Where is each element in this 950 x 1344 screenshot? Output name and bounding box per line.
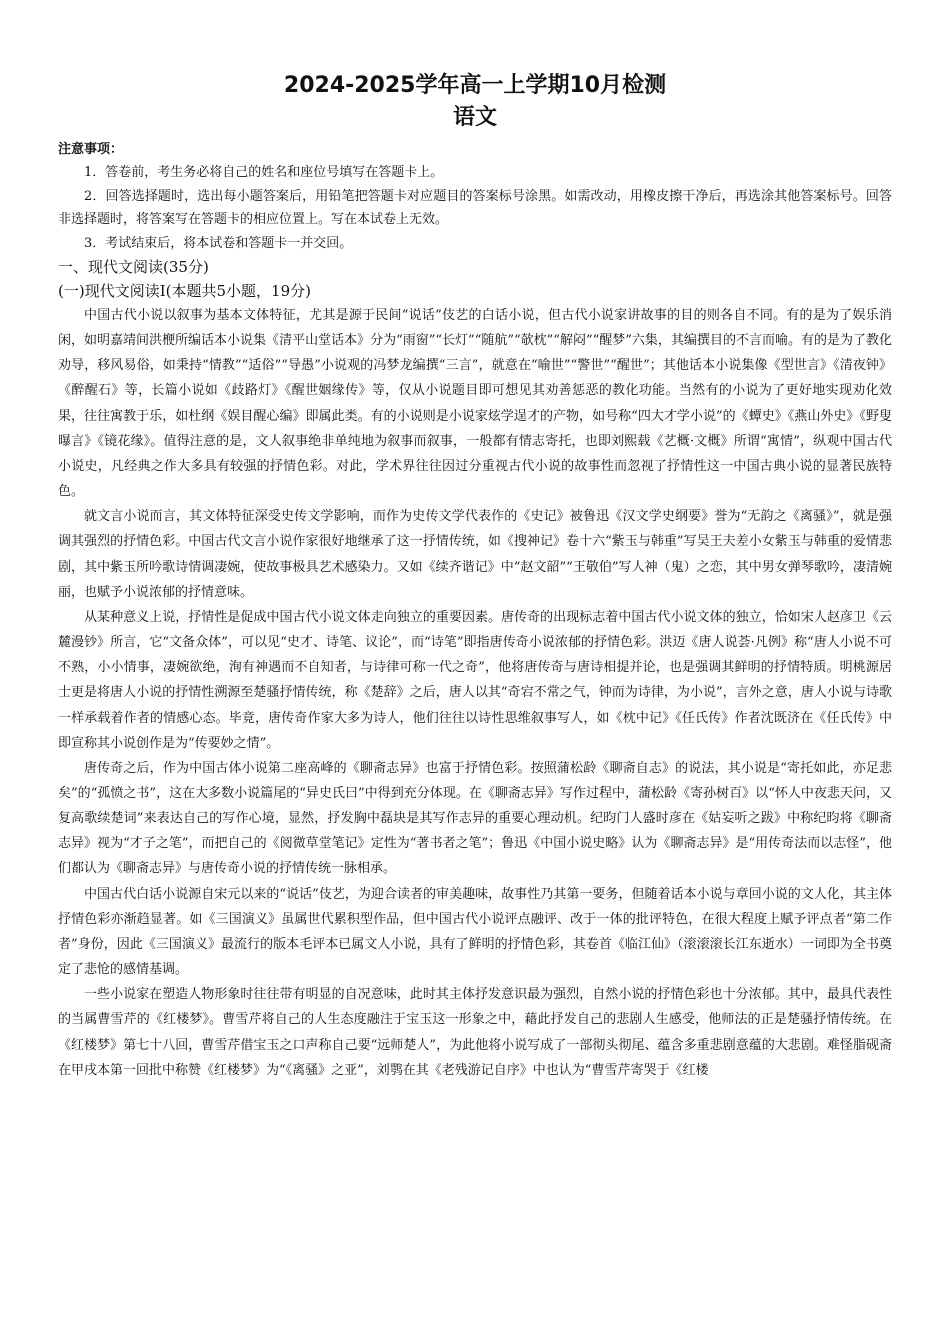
passage-paragraph: 唐传奇之后，作为中国古体小说第二座高峰的《聊斋志异》也富于抒情色彩。按照蒲松龄《聊斋自志》的说法，其小说是“寄托如此，亦足悲矣”的“孤愤之书”，这在大多数小说篇尾的“异史氏曰”中得到充分体现。在《聊斋志异》写作过程中，蒲松龄《寄孙树百》以“怀人中夜悲天问，又复高歌续楚词”来表达自己的写作心境，显然，抒发胸中磊块是其写作志异的重要心理动机。纪昀门人盛时彦在《姑妄听之跋》中称纪昀将《聊斋志异》视为“才子之笔”，而把自己的《阅微草堂笔记》定性为“著书者之笔”；鲁迅《中国小说史略》认为《聊斋志异》是“用传奇法而以志怪”，他们都认为《聊斋志异》与唐传奇小说的抒情传统一脉相承。 [58, 760, 892, 877]
passage-paragraph: 从某种意义上说，抒情性是促成中国古代小说文体走向独立的重要因素。唐传奇的出现标志着中国古代小说文体的独立，恰如宋人赵彦卫《云麓漫钞》所言，它“文备众体”，可以见“史才、诗笔、议论”，而“诗笔”即指唐传奇小说浓郁的抒情色彩。洪迈《唐人说荟·凡例》称“唐人小说不可不熟，小小情事，凄婉欲绝，洵有神遇而不自知者，与诗律可称一代之奇”，他将唐传奇与唐诗相提并论，也是强调其鲜明的抒情特质。明桃源居士更是将唐人小说的抒情性溯源至楚骚抒情传统，称《楚辞》之后，唐人以其“奇宕不常之气，钟而为诗律，为小说”，言外之意，唐人小说与诗歌一样承载着作者的情感心态。毕竟，唐传奇作家大多为诗人，他们往往以诗性思维叙事写人，如《枕中记》《任氏传》作者沈既济在《任氏传》中即宣称其小说创作是为“传要妙之情”。 [58, 609, 892, 751]
exam-page [58, 70, 892, 1083]
section-heading: 一、现代文阅读(35分) [58, 258, 209, 276]
notice-item: 3．考试结束后，将本试卷和答题卡一并交回。 [84, 235, 353, 251]
exam-title: 2024-2025学年高一上学期10月检测 [283, 73, 667, 98]
exam-subject: 语文 [452, 105, 497, 130]
notice-heading: 注意事项： [58, 142, 124, 157]
notice-item: 1．答卷前，考生务必将自己的姓名和座位号填写在答题卡上。 [84, 165, 444, 180]
passage-paragraph: 中国古代白话小说源自宋元以来的“说话”伎艺，为迎合读者的审美趣味，故事性乃其第一要务，但随着话本小说与章回小说的文人化，其主体抒情色彩亦渐趋显著。如《三国演义》虽属世代累积型作品，但中国古代小说评点融评、改于一体的批评特色，在很大程度上赋予评点者“第二作者”身份，因此《三国演义》最流行的版本毛评本已属文人小说，具有了鲜明的抒情色彩，其卷首《临江仙》（滚滚滚长江东逝水）一词即为全书奠定了悲怆的感情基调。 [58, 886, 892, 978]
passage-paragraph: 中国古代小说以叙事为基本文体特征，尤其是源于民间“说话”伎艺的白话小说，但古代小说家讲故事的目的则各自不同。有的是为了娱乐消闲，如明嘉靖间洪楩所编话本小说集《清平山堂话本》分为“雨窗”“长灯”“随航”“欹枕”“解闷”“醒梦”六集，其编撰目的不言而喻。有的是为了教化劝导，移风易俗，如秉持“情教”“适俗”“导愚”小说观的冯梦龙编撰“三言”，就意在“喻世”“警世”“醒世”；其他话本小说集像《型世言》《清夜钟》《醉醒石》等，长篇小说如《歧路灯》《醒世姻缘传》等，仅从小说题目即可想见其劝善惩恶的教化功能。当然有的小说为了更好地实现劝化效果，往往寓教于乐，如杜纲《娱目醒心编》即属此类。有的小说则是小说家炫学逞才的产物，如号称“四大才学小说”的《蟫史》《燕山外史》《野叟曝言》《镜花缘》。值得注意的是，文人叙事绝非单纯地为叙事而叙事，一般都有情志寄托，也即刘熙载《艺概·文概》所谓“寓情”，纵观中国古代小说史，凡经典之作大多具有较强的抒情色彩。对此，学术界往往因过分重视古代小说的故事性而忽视了抒情性这一中国古典小说的显著民族特色。 [58, 308, 892, 500]
passage-paragraph: 一些小说家在塑造人物形象时往往带有明显的自况意味，此时其主体抒发意识最为强烈，自然小说的抒情色彩也十分浓郁。其中，最具代表性的当属曹雪芹的《红楼梦》。曹雪芹将自己的人生态度融注于宝玉这一形象之中，藉此抒发自己的悲剧人生感受，他师法的正是楚骚抒情传统。在《红楼梦》第七十八回，曹雪芹借宝玉之口声称自己要“远师楚人”，为此他将小说写成了一部彻头彻尾、蕴含多重悲剧意蕴的大悲剧。难怪脂砚斋在甲戌本第一回批中称赞《红楼梦》为“《离骚》之亚”，刘鹗在其《老残游记自序》中也认为“曹雪芹寄哭于《红楼 [58, 987, 892, 1078]
subsection-heading: (一)现代文阅读Ⅰ(本题共5小题，19分) [58, 282, 311, 300]
passage-paragraph: 就文言小说而言，其文体特征深受史传文学影响，而作为史传文学代表作的《史记》被鲁迅《汉文学史纲要》誉为“无韵之《离骚》”，就是强调其强烈的抒情色彩。中国古代文言小说作家很好地继承了这一抒情传统，如《搜神记》卷十六“紫玉与韩重”写吴王夫差小女紫玉与韩重的爱情悲剧，其中紫玉所吟歌诗情调凄婉，使故事极具艺术感染力。又如《续齐谐记》中“赵文韶”“王敬伯”写人神（鬼）之恋，其中男女弹琴歌吟，凄清婉丽，也赋予小说浓郁的抒情意味。 [58, 509, 892, 600]
reading-passage [58, 303, 892, 1083]
notice-block [58, 138, 892, 255]
notice-item: 2．回答选择题时，选出每小题答案后，用铅笔把答题卡对应题目的答案标号涂黑。如需改动，用橡皮擦干净后，再选涂其他答案标号。回答非选择题时，将答案写在答题卡的相应位置上。写在本试卷上无效。 [58, 188, 892, 227]
